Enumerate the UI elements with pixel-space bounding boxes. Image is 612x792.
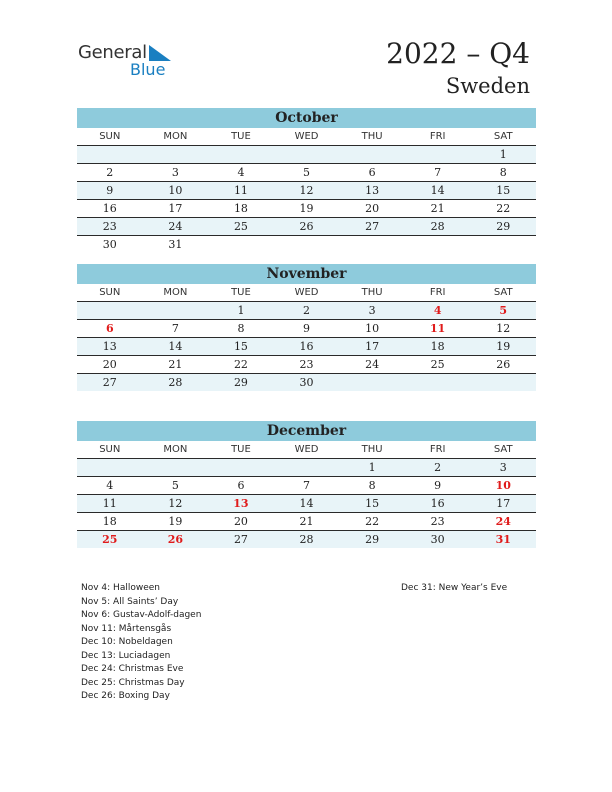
day-cell <box>77 146 143 163</box>
day-cell: 2 <box>434 461 442 474</box>
day-cell: 11 <box>102 497 117 510</box>
day-cell: 24 <box>168 220 183 233</box>
holiday-day-cell: 5 <box>499 304 508 317</box>
day-cell: 12 <box>496 322 511 335</box>
day-cell <box>405 236 471 253</box>
day-cell: 28 <box>430 220 445 233</box>
day-cell <box>77 459 143 476</box>
week-row <box>77 459 536 477</box>
day-cell <box>208 236 274 253</box>
weekday-label: MON <box>163 287 188 298</box>
month-calendar-october <box>77 108 536 253</box>
day-cell: 12 <box>168 497 183 510</box>
day-cell: 9 <box>434 479 442 492</box>
day-cell: 29 <box>233 376 248 389</box>
day-cell: 19 <box>299 202 314 215</box>
day-cell: 17 <box>365 340 380 353</box>
month-header: October <box>77 108 536 128</box>
weekday-label: SAT <box>493 444 513 455</box>
day-cell <box>470 374 536 391</box>
month-header: December <box>77 421 536 441</box>
week-row <box>77 374 536 391</box>
week-row <box>77 320 536 338</box>
brand-logo <box>78 40 188 80</box>
month-calendar-november <box>77 264 536 391</box>
day-cell: 21 <box>299 515 314 528</box>
day-cell: 17 <box>496 497 511 510</box>
day-cell: 9 <box>106 184 114 197</box>
weekday-label: TUE <box>231 287 251 298</box>
day-cell: 18 <box>233 202 248 215</box>
month-calendar-december <box>77 421 536 548</box>
holiday-day-cell: 25 <box>102 533 118 546</box>
day-cell: 30 <box>299 376 314 389</box>
day-cell: 6 <box>368 166 376 179</box>
weekday-header-row <box>77 441 536 459</box>
day-cell: 30 <box>430 533 445 546</box>
day-cell: 30 <box>102 238 117 251</box>
day-cell: 22 <box>365 515 380 528</box>
weekday-label: TUE <box>231 444 251 455</box>
day-cell: 20 <box>365 202 380 215</box>
holiday-day-cell: 6 <box>105 322 114 335</box>
holiday-day-cell: 13 <box>233 497 249 510</box>
week-row <box>77 182 536 200</box>
day-cell <box>339 374 405 391</box>
day-cell: 12 <box>299 184 314 197</box>
day-cell: 16 <box>299 340 314 353</box>
holiday-note: Dec 26: Boxing Day <box>81 691 170 701</box>
week-row <box>77 513 536 531</box>
day-cell: 1 <box>368 461 376 474</box>
logo-triangle-icon <box>149 45 171 61</box>
holiday-note: Dec 25: Christmas Day <box>81 677 185 688</box>
weekday-label: SAT <box>493 287 513 298</box>
holiday-day-cell: 31 <box>495 533 511 546</box>
weekday-label: SAT <box>493 131 513 142</box>
week-row <box>77 495 536 513</box>
week-row <box>77 200 536 218</box>
day-cell: 1 <box>237 304 245 317</box>
weekday-label: MON <box>163 131 188 142</box>
logo-text-blue: Blue <box>130 60 166 79</box>
weekday-label: SUN <box>99 131 121 142</box>
day-cell: 7 <box>303 479 311 492</box>
holiday-note: Nov 4: Halloween <box>81 583 160 593</box>
day-cell: 27 <box>102 376 117 389</box>
day-cell: 20 <box>102 358 117 371</box>
month-header: November <box>77 264 536 284</box>
day-cell: 8 <box>499 166 507 179</box>
day-cell: 25 <box>233 220 248 233</box>
week-row <box>77 236 536 253</box>
week-row <box>77 531 536 548</box>
day-cell: 10 <box>365 322 380 335</box>
holiday-note: Nov 6: Gustav-Adolf-dagen <box>81 610 202 620</box>
day-cell: 27 <box>365 220 380 233</box>
weekday-label: TUE <box>231 131 251 142</box>
day-cell: 14 <box>168 340 183 353</box>
day-cell: 18 <box>102 515 117 528</box>
day-cell: 26 <box>496 358 511 371</box>
holiday-note: Dec 13: Luciadagen <box>81 650 171 661</box>
day-cell: 8 <box>368 479 376 492</box>
day-cell <box>339 236 405 253</box>
weekday-label: SUN <box>99 287 121 298</box>
day-cell: 25 <box>430 358 445 371</box>
day-cell <box>405 146 471 163</box>
day-cell: 11 <box>233 184 248 197</box>
day-cell: 13 <box>365 184 380 197</box>
weekday-label: THU <box>361 287 383 298</box>
holiday-notes-left <box>81 582 201 704</box>
day-cell: 7 <box>434 166 442 179</box>
day-cell: 28 <box>299 533 314 546</box>
logo-text-general: General <box>78 42 147 63</box>
day-cell <box>143 302 209 319</box>
day-cell: 15 <box>496 184 511 197</box>
day-cell: 27 <box>233 533 248 546</box>
day-cell: 4 <box>237 166 245 179</box>
week-row <box>77 164 536 182</box>
day-cell <box>405 374 471 391</box>
day-cell: 21 <box>168 358 183 371</box>
holiday-day-cell: 11 <box>430 322 446 335</box>
day-cell: 13 <box>102 340 117 353</box>
day-cell: 16 <box>102 202 117 215</box>
day-cell: 14 <box>299 497 314 510</box>
week-row <box>77 356 536 374</box>
day-cell <box>208 459 274 476</box>
day-cell <box>339 146 405 163</box>
day-cell: 29 <box>496 220 511 233</box>
day-cell: 16 <box>430 497 445 510</box>
week-row <box>77 338 536 356</box>
day-cell: 24 <box>365 358 380 371</box>
weekday-label: WED <box>294 131 319 142</box>
weekday-label: FRI <box>429 287 446 298</box>
holiday-day-cell: 10 <box>495 479 511 492</box>
day-cell: 23 <box>102 220 117 233</box>
weekday-label: FRI <box>429 444 446 455</box>
day-cell: 20 <box>233 515 248 528</box>
day-cell: 7 <box>171 322 179 335</box>
day-cell <box>143 146 209 163</box>
day-cell: 19 <box>168 515 183 528</box>
day-cell: 31 <box>168 238 183 251</box>
holiday-note: Dec 10: Nobeldagen <box>81 637 173 647</box>
week-row <box>77 302 536 320</box>
week-row <box>77 218 536 236</box>
holiday-note: Nov 11: Mårtensgås <box>81 623 172 634</box>
day-cell: 18 <box>430 340 445 353</box>
day-cell: 3 <box>171 166 179 179</box>
weekday-label: MON <box>163 444 188 455</box>
day-cell: 10 <box>168 184 183 197</box>
day-cell: 23 <box>299 358 314 371</box>
day-cell: 22 <box>496 202 511 215</box>
holiday-day-cell: 24 <box>495 515 511 528</box>
day-cell: 1 <box>499 148 507 161</box>
day-cell: 4 <box>106 479 114 492</box>
day-cell: 22 <box>233 358 248 371</box>
day-cell: 19 <box>496 340 511 353</box>
weekday-label: THU <box>361 131 383 142</box>
day-cell <box>143 459 209 476</box>
day-cell: 29 <box>365 533 380 546</box>
day-cell: 2 <box>106 166 114 179</box>
day-cell: 17 <box>168 202 183 215</box>
weekday-header-row <box>77 284 536 302</box>
weekday-label: WED <box>294 287 319 298</box>
day-cell: 15 <box>365 497 380 510</box>
day-cell: 3 <box>499 461 507 474</box>
day-cell: 28 <box>168 376 183 389</box>
holiday-note: Dec 24: Christmas Eve <box>81 664 184 674</box>
weekday-label: FRI <box>429 131 446 142</box>
day-cell <box>274 459 340 476</box>
day-cell: 2 <box>303 304 311 317</box>
day-cell: 14 <box>430 184 445 197</box>
day-cell <box>470 236 536 253</box>
weekday-header-row <box>77 128 536 146</box>
day-cell <box>274 236 340 253</box>
holiday-day-cell: 26 <box>167 533 184 546</box>
day-cell: 15 <box>233 340 248 353</box>
week-row <box>77 477 536 495</box>
day-cell: 9 <box>303 322 311 335</box>
day-cell: 23 <box>430 515 445 528</box>
weekday-label: THU <box>361 444 383 455</box>
day-cell: 5 <box>171 479 179 492</box>
week-row <box>77 146 536 164</box>
holiday-day-cell: 4 <box>433 304 442 317</box>
day-cell: 21 <box>430 202 445 215</box>
weekday-label: WED <box>294 444 319 455</box>
day-cell <box>208 146 274 163</box>
day-cell <box>274 146 340 163</box>
country-name: Sweden <box>445 74 530 98</box>
day-cell <box>77 302 143 319</box>
holiday-notes-right <box>401 582 507 596</box>
day-cell: 8 <box>237 322 245 335</box>
day-cell: 6 <box>237 479 245 492</box>
day-cell: 3 <box>368 304 376 317</box>
page-title: 2022 – Q4 <box>386 37 530 70</box>
holiday-note: Dec 31: New Year’s Eve <box>401 583 508 593</box>
weekday-label: SUN <box>99 444 121 455</box>
holiday-note: Nov 5: All Saints’ Day <box>81 596 179 607</box>
day-cell: 26 <box>299 220 314 233</box>
day-cell: 5 <box>303 166 311 179</box>
